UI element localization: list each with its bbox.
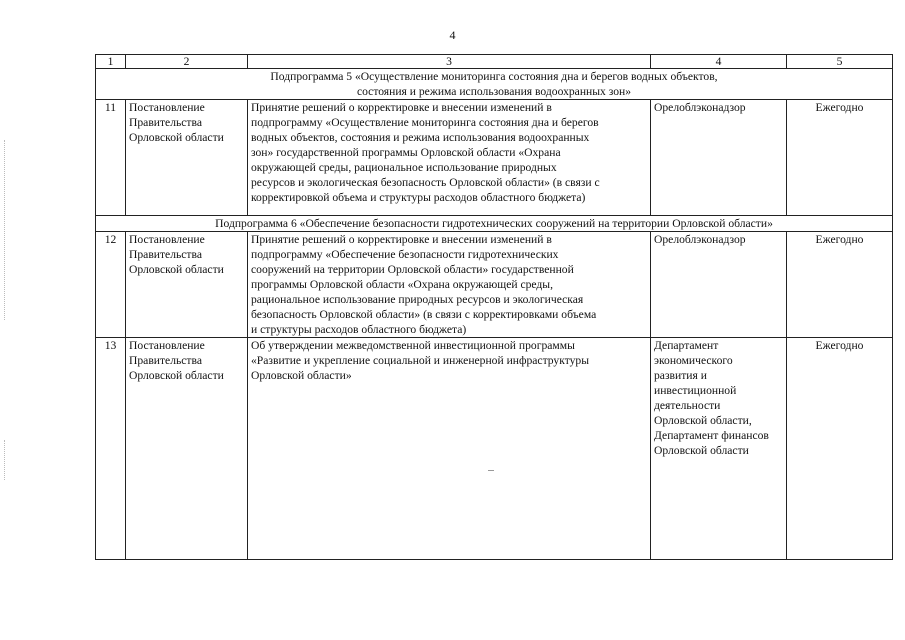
content-line: подпрограмму «Обеспечение безопасности гидротехнических [251, 248, 559, 261]
responsible-cell [651, 338, 787, 560]
responsible-line: Орловской области [654, 444, 749, 457]
document-type-cell [126, 100, 248, 216]
table-row [96, 232, 893, 338]
column-header-1: 1 [96, 55, 126, 69]
margin-scan-artifact [4, 440, 9, 480]
content-line: корректировкой объема и структуры расходов областного бюджета) [251, 191, 586, 204]
column-header-2: 2 [126, 55, 248, 69]
responsible-line: Департамент финансов [654, 429, 769, 442]
table-row [96, 100, 893, 216]
subprogram-title-line: Подпрограмма 5 «Осуществление мониторинга состояния дна и берегов водных объектов, [270, 70, 718, 83]
content-line: рациональное использование природных ресурсов и экологическая [251, 293, 584, 306]
content-line: программы Орловской области «Охрана окружающей среды, [251, 278, 553, 291]
document-type-line: Постановление [129, 339, 205, 352]
document-type-line: Орловской области [129, 263, 224, 276]
responsible-line: деятельности [654, 399, 721, 412]
content-line: окружающей среды, рациональное использование природных [251, 161, 557, 174]
document-type-line: Орловской области [129, 131, 224, 144]
subprogram-5-header [96, 69, 893, 100]
document-type-line: Постановление [129, 233, 205, 246]
content-line: подпрограмму «Осуществление мониторинга состояния дна и берегов [251, 116, 599, 129]
page-number: 4 [449, 28, 456, 42]
subprogram-title: Подпрограмма 6 «Обеспечение безопасности гидротехнических сооружений на территории Орловской области» [96, 216, 893, 232]
document-type-line: Постановление [129, 101, 205, 114]
responsible-line: Орелоблэконадзор [654, 233, 746, 246]
margin-scan-artifact [4, 140, 9, 320]
content-line: «Развитие и укрепление социальной и инженерной инфраструктуры [251, 354, 590, 367]
document-type-line: Орловской области [129, 369, 224, 382]
content-line: Принятие решений о корректировке и внесении изменений в [251, 233, 552, 246]
row-number: 11 [96, 100, 126, 216]
document-type-line: Правительства [129, 248, 202, 261]
responsible-line: Орловской области, [654, 414, 752, 427]
table-row [96, 338, 893, 560]
row-number: 12 [96, 232, 126, 338]
column-header-5: 5 [787, 55, 893, 69]
responsible-line: Орелоблэконадзор [654, 101, 746, 114]
responsible-cell [651, 100, 787, 216]
content-cell [248, 100, 651, 216]
period-cell: Ежегодно [787, 338, 893, 560]
content-line: водных объектов, состояния и режима использования водоохранных [251, 131, 590, 144]
subprogram-title [96, 69, 893, 100]
period-cell: Ежегодно [787, 100, 893, 216]
row-number: 13 [96, 338, 126, 560]
subprogram-title-line: состояния и режима использования водоохранных зон» [356, 85, 632, 98]
content-line: Орловской области» [251, 369, 352, 382]
responsible-cell [651, 232, 787, 338]
content-line: безопасность Орловской области» (в связи с корректировками объема [251, 308, 597, 321]
column-number-row [96, 55, 893, 69]
plan-table [95, 54, 893, 560]
content-line: сооружений на территории Орловской области» государственной [251, 263, 574, 276]
document-type-line: Правительства [129, 116, 202, 129]
responsible-line: Департамент [654, 339, 719, 352]
content-line: зон» государственной программы Орловской области «Охрана [251, 146, 561, 159]
responsible-line: инвестиционной [654, 384, 737, 397]
period-cell: Ежегодно [787, 232, 893, 338]
subprogram-6-header [96, 216, 893, 232]
column-header-3: 3 [248, 55, 651, 69]
column-header-4: 4 [651, 55, 787, 69]
content-line: ресурсов и экологическая безопасность Орловской области» (в связи с [251, 176, 600, 189]
responsible-line: экономического [654, 354, 733, 367]
content-cell [248, 232, 651, 338]
document-type-line: Правительства [129, 354, 202, 367]
responsible-line: развития и [654, 369, 707, 382]
content-line: Об утверждении межведомственной инвестиционной программы [251, 339, 575, 352]
document-type-cell [126, 232, 248, 338]
content-line: и структуры расходов областного бюджета) [251, 323, 467, 336]
document-type-cell [126, 338, 248, 560]
content-cell [248, 338, 651, 560]
content-line: Принятие решений о корректировке и внесении изменений в [251, 101, 552, 114]
